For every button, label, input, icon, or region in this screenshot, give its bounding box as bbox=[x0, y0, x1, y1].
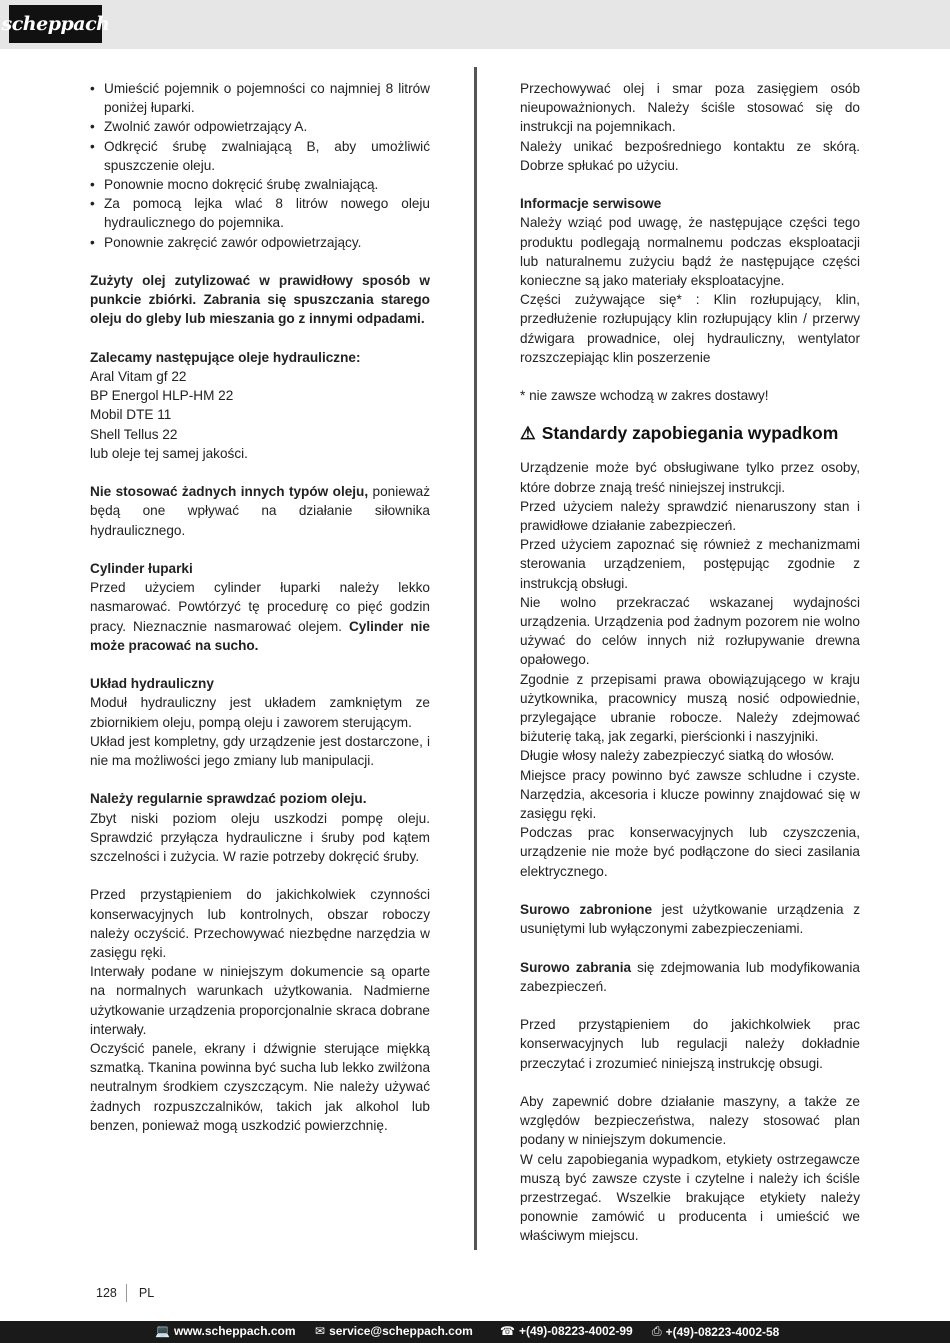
safety-text: Przed użyciem należy sprawdzić nienaruszony stan i prawidłowe działanie zabezpieczeń. bbox=[520, 498, 860, 534]
safety-heading: ⚠ Standardy zapobiegania wypadkom bbox=[520, 420, 860, 446]
phone-icon: ☎ bbox=[500, 1324, 515, 1338]
safety-text: Długie włosy należy zabezpieczyć siatką do włosów. bbox=[520, 748, 835, 764]
cylinder-text: Przed użyciem cylinder łuparki należy lekko nasmarować. Powtórzyć tę procedurę co pięć godzin pracy. Nieznacznie nasmarować olejem. Cylinder nie może pracować na sucho. bbox=[90, 580, 430, 653]
safety-text: Urządzenie może być obsługiwane tylko przez osoby, które dobrze znają treść niniejszej instrukcji. bbox=[520, 460, 860, 495]
storage-text: Przechowywać olej i smar poza zasięgiem osób nieupoważnionych. Należy ściśle stosować się do instrukcji na pojemnikach. bbox=[520, 81, 860, 135]
labels-text: Aby zapewnić dobre działanie maszyny, a także ze względów bezpieczeństwa, nalezy stosować plan podany w niniejszym dokumencie. bbox=[520, 1094, 860, 1148]
language-code: PL bbox=[138, 1286, 155, 1300]
column-divider bbox=[474, 67, 477, 1250]
email-item[interactable] bbox=[315, 1324, 473, 1338]
cleaning-text: Interwały podane w niniejszym dokumencie są oparte na normalnych warunkach użytkowania. Nadmierne użytkowanie urządzenia proporcjonalnie skraca dobrane interwały. bbox=[90, 964, 430, 1037]
footer-separator bbox=[126, 1284, 127, 1302]
fax-item bbox=[652, 1324, 779, 1339]
computer-icon: 💻 bbox=[155, 1324, 170, 1338]
storage-text: Należy unikać bezpośredniego kontaktu ze skórą. Dobrze spłukać po użyciu. bbox=[520, 138, 860, 173]
safety-text: Nie wolno przekraczać wskazanej wydajności urządzenia. Urządzenia pod żadnym pozorem nie wolno używać do celów innych niż rozłupywanie drewna opałowego. bbox=[520, 594, 860, 668]
email-link[interactable]: service@scheppach.com bbox=[329, 1324, 473, 1338]
forbidden-text: Surowo zabronione jest użytkowanie urządzenia z usuniętymi lub wyłączonymi zabezpieczeniami. bbox=[520, 902, 860, 937]
forbidden-text: Surowo zabrania się zdejmowania lub modyfikowania zabezpieczeń. bbox=[520, 959, 860, 994]
no-other-oils: Nie stosować żadnych innych typów oleju, ponieważ będą one wpływać na działanie siłownika hydraulicznego. bbox=[90, 484, 430, 538]
mail-icon: ✉ bbox=[315, 1324, 326, 1338]
labels-text: W celu zapobiegania wypadkom, etykiety ostrzegawcze muszą być zawsze czyste i czytelne i należy ich ściśle przestrzegać. Wszelkie brakujące etykiety należy ponownie zamówić u producenta i umieścić we właściwym miejscu. bbox=[520, 1151, 860, 1244]
cleaning-text: Oczyścić panele, ekrany i dźwignie sterujące miękką szmatką. Tkanina powinna być sucha lub lekko zwilżona neutralnym środkiem czyszczącym. Nie należy używać żadnych rozpuszczalników, takich jak alkohol lub benzen, ponieważ mogą uszkodzić powierzchnię. bbox=[90, 1041, 430, 1133]
fax-number: +(49)-08223-4002-58 bbox=[665, 1324, 780, 1339]
safety-text: Miejsce pracy powinno być zawsze schludne i czyste. Narzędzia, akcesoria i klucze powinny znajdować się w zasięgu ręki. bbox=[520, 767, 860, 822]
oil-level-text: Zbyt niski poziom oleju uszkodzi pompę oleju. Sprawdzić przyłącza hydrauliczne i śruby pod kątem szczelności i zużycia. W razie potrzeby dokręcić śruby. bbox=[90, 810, 430, 865]
oils-heading: Zalecamy następujące oleje hydrauliczne: bbox=[90, 349, 361, 365]
service-text: Części zużywające się* : Klin rozłupujący, klin, przedłużenie rozłupujący klin rozłupujący klin / przerwy dźwigara prowadnice, olej hydrauliczny, wentylator rozszczepiając klin poszerzenie bbox=[520, 292, 860, 365]
fax-icon: ⎙ bbox=[652, 1324, 662, 1338]
website-item[interactable] bbox=[155, 1324, 296, 1338]
phone-number: +(49)-08223-4002-99 bbox=[518, 1324, 633, 1338]
read-manual-text: Przed przystąpieniem do jakichkolwiek prac konserwacyjnych lub regulacji należy dokładnie przeczytać i zrozumieć niniejszą instrukcję obsugi. bbox=[520, 1017, 860, 1071]
header-bar bbox=[0, 0, 950, 49]
hydraulic-heading: Układ hydrauliczny bbox=[90, 676, 214, 692]
safety-text: Przed użyciem zapoznać się również z mechanizmami sterowania urządzeniem, postępując zgodnie z instrukcją obsługi. bbox=[520, 537, 860, 591]
safety-text: Zgodnie z przepisami prawa obowiązującego w kraju użytkownika, pracownicy muszą nosić odpowiednie, przylegające ubranie robocze. Należy zdejmować biżuterię taką, jak zegarki, pierścionki i naszyjniki. bbox=[520, 671, 860, 745]
oil-level-heading: Należy regularnie sprawdzać poziom oleju. bbox=[90, 791, 367, 807]
list-item: • Zwolnić zawór odpowietrzający A. bbox=[90, 117, 430, 136]
safety-text: Podczas prac konserwacyjnych lub czyszczenia, urządzenie nie może być podłączone do sieci zasilania elektrycznego. bbox=[520, 825, 860, 879]
oil-change-steps bbox=[90, 79, 430, 252]
right-column bbox=[520, 79, 860, 1246]
hydraulic-text: Układ jest kompletny, gdy urządzenie jest dostarczone, i nie ma możliwości jego zmiany lub manipulacji. bbox=[90, 733, 430, 769]
oil-item: Aral Vitam gf 22 bbox=[90, 369, 187, 385]
cleaning-text: Przed przystąpieniem do jakichkolwiek czynności konserwacyjnych lub kontrolnych, obszar roboczy należy oczyścić. Przechowywać niezbędne narzędzia w zasięgu ręki. bbox=[90, 887, 430, 961]
oil-item: Mobil DTE 11 bbox=[90, 407, 172, 423]
list-item: • Ponownie zakręcić zawór odpowietrzający. bbox=[90, 233, 430, 252]
cylinder-heading: Cylinder łuparki bbox=[90, 561, 193, 577]
warning-icon: ⚠ bbox=[520, 423, 536, 444]
hydraulic-text: Moduł hydrauliczny jest układem zamkniętym ze zbiornikiem oleju, pompą oleju i zaworem sterującym. bbox=[90, 695, 430, 730]
list-item: • Umieścić pojemnik o pojemności co najmniej 8 litrów poniżej łuparki. bbox=[90, 79, 430, 117]
disposal-note: Zużyty olej zutylizować w prawidłowy sposób w punkcie zbiórki. Zabrania się spuszczania starego oleju do gleby lub mieszania go z innymi odpadami. bbox=[90, 273, 430, 327]
oil-item: lub oleje tej samej jakości. bbox=[90, 445, 248, 461]
page-number: 128 bbox=[96, 1286, 117, 1300]
list-item: • Za pomocą lejka wlać 8 litrów nowego oleju hydraulicznego do pojemnika. bbox=[90, 194, 430, 232]
phone-item bbox=[500, 1324, 633, 1338]
list-item: • Odkręcić śrubę zwalniającą B, aby umożliwić spuszczenie oleju. bbox=[90, 137, 430, 175]
contact-bar bbox=[0, 1321, 950, 1343]
oil-item: Shell Tellus 22 bbox=[90, 426, 178, 442]
brand-logo: scheppach bbox=[9, 5, 102, 43]
footnote: * nie zawsze wchodzą w zakres dostawy! bbox=[520, 388, 769, 404]
service-text: Należy wziąć pod uwagę, że następujące części tego produktu podlegają normalnemu podczas eksploatacji lub naturalnemu zużyciu bądź że następujące części konieczne są jako materiały eksploatacyjne. bbox=[520, 215, 860, 289]
service-heading: Informacje serwisowe bbox=[520, 196, 662, 212]
page-footer bbox=[96, 1284, 154, 1302]
oil-item: BP Energol HLP-HM 22 bbox=[90, 388, 234, 404]
list-item: • Ponownie mocno dokręcić śrubę zwalniającą. bbox=[90, 175, 430, 194]
website-link[interactable]: www.scheppach.com bbox=[173, 1324, 296, 1338]
left-column bbox=[90, 79, 430, 1135]
